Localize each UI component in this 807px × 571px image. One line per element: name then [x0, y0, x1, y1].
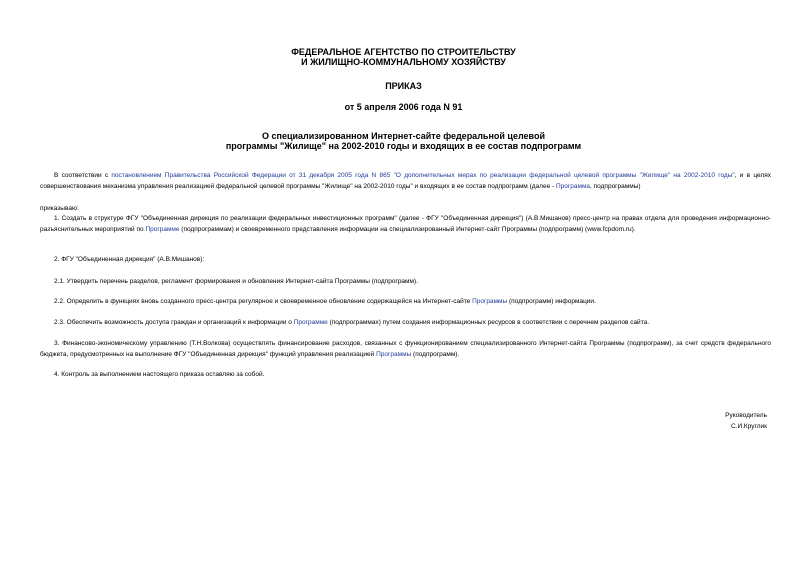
doc-type: ПРИКАЗ	[385, 81, 422, 91]
program-link[interactable]: Программа	[555, 183, 591, 190]
item-2-2-program-link[interactable]: Программы	[472, 298, 508, 305]
preamble-text-1: В соответствии с	[54, 172, 112, 179]
item-1-program-link[interactable]: Программе	[145, 226, 180, 233]
agency-line-1: ФЕДЕРАЛЬНОЕ АГЕНТСТВО ПО СТРОИТЕЛЬСТВУ	[291, 47, 516, 57]
item-2-3-program-link[interactable]: Программе	[293, 319, 328, 326]
item-4: 4. Контроль за выполнением настоящего приказа оставляю за собой.	[54, 371, 265, 378]
item-2: 2. ФГУ "Объединенная дирекция" (А.В.Мишанов):	[54, 256, 205, 263]
agency-name	[0, 47, 807, 67]
doc-title	[0, 131, 807, 151]
item-3-text-1: 3. Финансово-экономическому управлению (Т.Н.Волкова) осуществлять финансирование расходов, связанных с функционированием специализированного Интернет-сайта Программы (подпрограмм), за счет средств федерального бюджета, предусмотренных на выполнение ФГУ "Объединенная дирекция" функций управления реализацией	[40, 340, 771, 358]
item-2-1: 2.1. Утвердить перечень разделов, регламент формирования и обновления Интернет-сайта Программы (подпрограмм).	[54, 278, 418, 285]
doc-date-number: от 5 апреля 2006 года N 91	[344, 102, 463, 112]
resolution-link[interactable]: постановлением Правительства Российской Федерации от 31 декабря 2005 года N 865 "О дополнительных мерах по реализации федеральной целевой программы "Жилище" на 2002-2010 годы"	[111, 172, 735, 179]
item-2-2-text-1: 2.2. Определить в функциях вновь созданного пресс-центра регулярное и своевременное обновление содержащейся на Интернет-сайте	[54, 298, 473, 305]
order-word: приказываю:	[40, 205, 79, 212]
preamble-paragraph	[40, 170, 771, 192]
item-2-3-text-2: (подпрограммах) путем создания информационных ресурсов в соответствии с перечнем разделов сайта.	[327, 319, 650, 326]
item-2-2	[40, 296, 771, 307]
item-1	[40, 213, 771, 235]
item-1-text-1: 1. Создать в структуре ФГУ "Объединенная дирекция по реализации федеральных инвестиционных программ" (далее - ФГУ "Объединенная дирекция") (А.В.Мишанов) пресс-центр на правах отдела для проведения информационно-разъяснительных мероприятий по	[40, 215, 771, 233]
signature-block	[725, 410, 767, 432]
agency-line-2: И ЖИЛИЩНО-КОММУНАЛЬНОМУ ХОЗЯЙСТВУ	[301, 57, 506, 67]
item-1-text-2: (подпрограммам) и своевременного представления информации на специализированный Интернет-сайт Программы (подпрограмм) (www.fcpdom.ru).	[179, 226, 636, 233]
item-3	[40, 338, 771, 360]
doc-title-line-2: программы "Жилище" на 2002-2010 годы и входящих в ее состав подпрограмм	[225, 141, 582, 151]
item-3-text-2: (подпрограмм).	[411, 351, 460, 358]
doc-title-line-1: О специализированном Интернет-сайте федеральной целевой	[262, 131, 545, 141]
item-2-2-text-2: (подпрограмм) информации.	[507, 298, 596, 305]
preamble-text-2: , и в целях совершенствования механизма управления реализацией федеральной целевой программы "Жилище" на 2002-2010 годы" и входящих в ее состав подпрограмм (далее -	[40, 172, 772, 190]
item-2-3	[40, 317, 771, 328]
item-3-program-link[interactable]: Программы	[376, 351, 412, 358]
preamble-text-3: , подпрограммы)	[590, 183, 641, 190]
signature-role: Руководитель	[725, 412, 767, 419]
signature-name: С.И.Круглик	[730, 423, 767, 430]
item-2-3-text-1: 2.3. Обеспечить возможность доступа граждан и организаций к информации о	[54, 319, 294, 326]
